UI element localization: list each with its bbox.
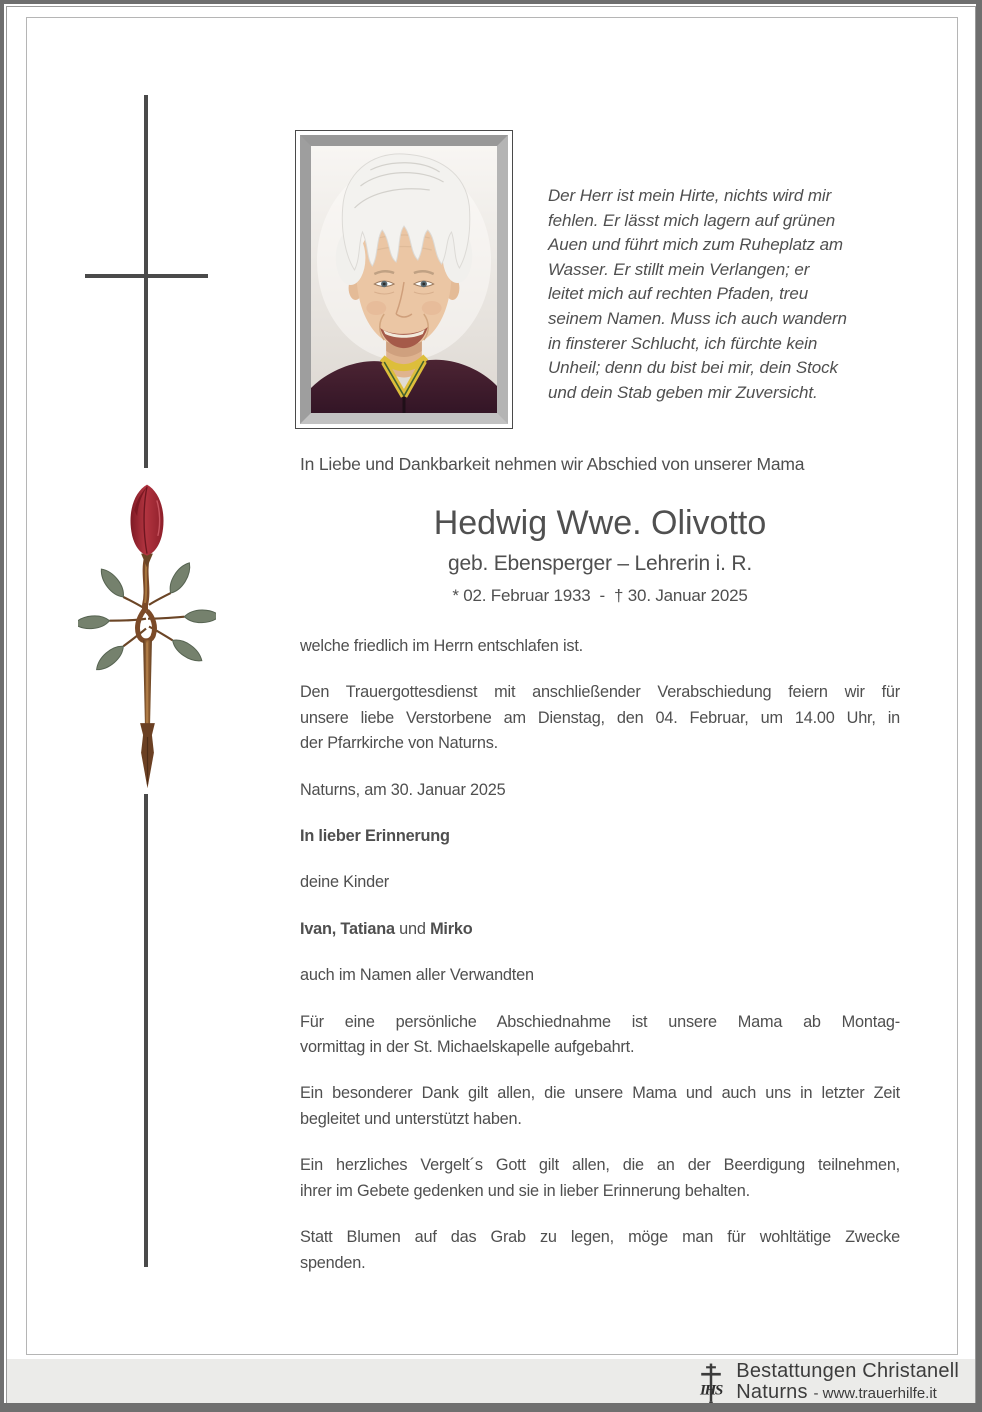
- paragraph-memory: In lieber Erinnerung: [300, 827, 450, 846]
- paragraph-line: begleitet und unterstützt haben.: [300, 1109, 522, 1128]
- funeral-home-location: [736, 1382, 959, 1404]
- paragraph-line: Für eine persönliche Abschiednahme ist unsere Mama ab Montag-: [300, 1012, 900, 1031]
- paragraph-line: Statt Blumen auf das Grab zu legen, möge man für wohltätige Zwecke: [300, 1228, 900, 1247]
- paragraph-line: spenden.: [300, 1253, 366, 1272]
- funeral-home-text: [736, 1361, 959, 1404]
- children-first: Ivan, Tatiana: [300, 919, 395, 938]
- paragraph-service: [300, 680, 900, 756]
- deceased-name: Hedwig Wwe. Olivotto: [433, 504, 767, 542]
- bronze-rose-image: [78, 468, 216, 794]
- portrait-photo-frame: [295, 130, 513, 429]
- paragraph-place-date: Naturns, am 30. Januar 2025: [300, 780, 506, 799]
- svg-text:IHS: IHS: [700, 1382, 723, 1399]
- paragraph-children-names: [300, 917, 900, 942]
- paragraph-line: ihrer im Gebete gedenken und sie in lieber Erinnerung behalten.: [300, 1181, 750, 1200]
- footer-location-text: Naturns: [736, 1381, 808, 1403]
- paragraph-line: Ein herzliches Vergelt´s Gott gilt allen, die an der Beerdigung teilnehmen,: [300, 1156, 900, 1175]
- paragraph-flowers: [300, 1225, 900, 1276]
- psalm-line: leitet mich auf rechten Pfaden, treu: [548, 284, 809, 304]
- psalm-line: Wasser. Er stillt mein Verlangen; er: [548, 259, 810, 279]
- paragraph-line: vormittag in der St. Michaelskapelle aufgebahrt.: [300, 1038, 635, 1057]
- psalm-line: in finsterer Schlucht, ich fürchte kein: [548, 333, 818, 353]
- children-and: und: [399, 919, 426, 938]
- psalm-line: Der Herr ist mein Hirte, nichts wird mir: [548, 186, 832, 205]
- funeral-home-footer: [7, 1359, 975, 1406]
- psalm-line: fehlen. Er lässt mich lagern auf grünen: [548, 210, 836, 230]
- announcement-column: [300, 452, 900, 1297]
- ihs-cross-logo-icon: [695, 1361, 727, 1407]
- paragraph-vergelts: [300, 1153, 900, 1204]
- paragraph-thanks: [300, 1081, 900, 1132]
- psalm-line: Auen und führt mich zum Ruheplatz am: [548, 235, 843, 255]
- paragraph-line: Den Trauergottesdienst mit anschließender Verabschiedung feiern wir für: [300, 683, 900, 702]
- paragraph-passed: welche friedlich im Herrn entschlafen ist.: [300, 637, 583, 655]
- paragraph-line: Ein besonderer Dank gilt allen, die unsere Mama und auch uns in letzter Zeit: [300, 1084, 900, 1103]
- rose-graphic: [78, 468, 216, 794]
- funeral-home-name: Bestattungen Christanell: [736, 1360, 959, 1382]
- paragraph-line: der Pfarrkirche von Naturns.: [300, 734, 498, 753]
- paragraph-line: unsere liebe Verstorbene am Dienstag, den 04. Februar, um 14.00 Uhr, in: [300, 708, 900, 727]
- intro-line: In Liebe und Dankbarkeit nehmen wir Abschied von unserer Mama: [300, 454, 805, 474]
- paragraph-farewell: [300, 1010, 900, 1061]
- paragraph-relatives: auch im Namen aller Verwandten: [300, 966, 534, 985]
- psalm-line: und dein Stab geben mir Zuversicht.: [548, 382, 818, 402]
- photo-mat: [300, 135, 508, 424]
- footer-website: - www.trauerhilfe.it: [813, 1385, 937, 1402]
- children-last: Mirko: [430, 919, 473, 938]
- psalm-line: Unheil; denn du bist bei mir, dein Stock: [548, 358, 838, 378]
- paragraph-children-label: deine Kinder: [300, 873, 390, 892]
- portrait-photo: [311, 146, 497, 413]
- psalm-line: seinem Namen. Muss ich auch wandern: [548, 308, 847, 328]
- maiden-name-profession: geb. Ebensperger – Lehrerin i. R.: [448, 552, 752, 575]
- memorial-cross-horizontal: [85, 274, 208, 278]
- life-dates: * 02. Februar 1933 - † 30. Januar 2025: [452, 586, 748, 605]
- psalm-quote: [548, 184, 938, 405]
